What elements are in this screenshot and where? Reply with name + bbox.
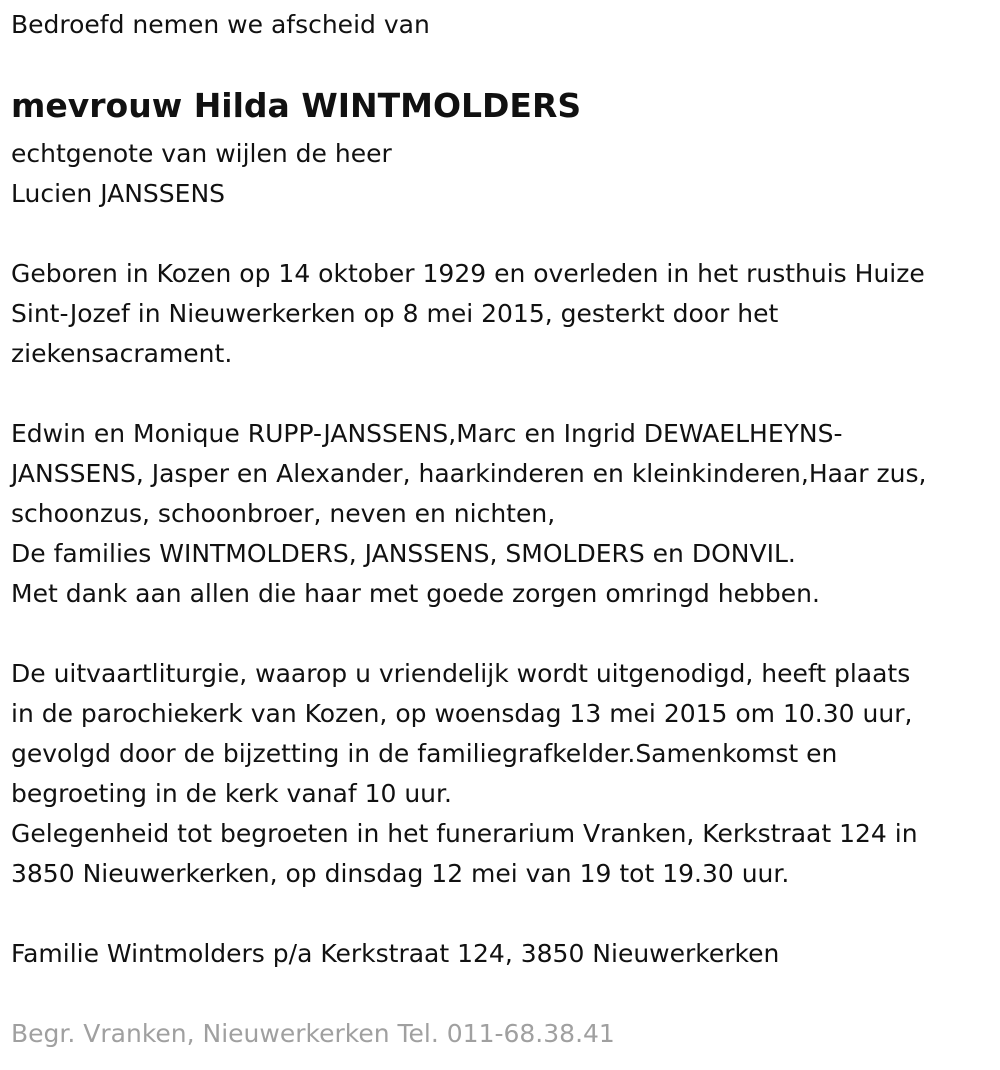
paragraph-line: Met dank aan allen die haar met goede zorgen omringd hebben.: [11, 579, 820, 608]
paragraph-line: ziekensacrament.: [11, 339, 233, 368]
paragraph-line: schoonzus, schoonbroer, neven en nichten,: [11, 499, 556, 528]
paragraph-line: De uitvaartliturgie, waarop u vriendelijk wordt uitgenodigd, heeft plaats: [11, 659, 911, 688]
paragraph-line: gevolgd door de bijzetting in de familiegrafkelder.Samenkomst en: [11, 739, 838, 768]
intro-text: Bedroefd nemen we afscheid van: [11, 10, 430, 39]
spouse-section: [11, 134, 392, 214]
paragraph-line: Geboren in Kozen op 14 oktober 1929 en overleden in het rusthuis Huize: [11, 259, 925, 288]
undertaker-footer: Begr. Vranken, Nieuwerkerken Tel. 011-68.38.41: [11, 1019, 615, 1048]
spouse-line: echtgenote van wijlen de heer: [11, 139, 392, 168]
paragraph-line: Sint-Jozef in Nieuwerkerken op 8 mei 2015, gesterkt door het: [11, 299, 779, 328]
paragraph-line: 3850 Nieuwerkerken, op dinsdag 12 mei van 19 tot 19.30 uur.: [11, 859, 790, 888]
paragraph-line: Gelegenheid tot begroeten in het funerarium Vranken, Kerkstraat 124 in: [11, 819, 918, 848]
paragraph-line: in de parochiekerk van Kozen, op woensdag 13 mei 2015 om 10.30 uur,: [11, 699, 913, 728]
family-address: Familie Wintmolders p/a Kerkstraat 124, 3850 Nieuwerkerken: [11, 939, 780, 968]
paragraph-line: begroeting in de kerk vanaf 10 uur.: [11, 779, 452, 808]
deceased-name: mevrouw Hilda WINTMOLDERS: [11, 86, 582, 125]
family-paragraph: [11, 414, 926, 614]
spouse-line: Lucien JANSSENS: [11, 179, 226, 208]
paragraph-line: Edwin en Monique RUPP-JANSSENS,Marc en Ingrid DEWAELHEYNS-: [11, 419, 843, 448]
birth-death-paragraph: [11, 254, 925, 374]
funeral-paragraph: [11, 654, 918, 894]
paragraph-line: JANSSENS, Jasper en Alexander, haarkinderen en kleinkinderen,Haar zus,: [11, 459, 927, 488]
paragraph-line: De families WINTMOLDERS, JANSSENS, SMOLDERS en DONVIL.: [11, 539, 796, 568]
